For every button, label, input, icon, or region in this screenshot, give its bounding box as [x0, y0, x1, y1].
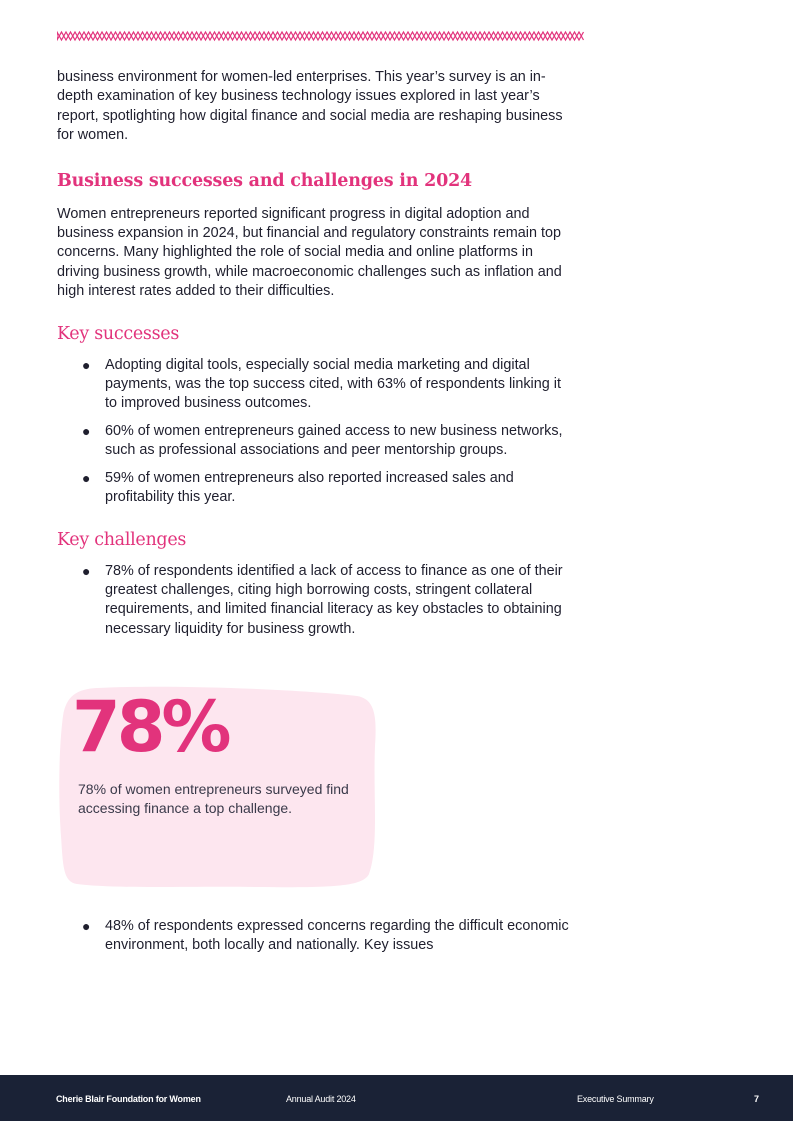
footer-org: Cherie Blair Foundation for Women [56, 1094, 201, 1104]
stat-caption: 78% of women entrepreneurs surveyed find accessing finance a top challenge. [78, 781, 349, 816]
list-item: ● 60% of women entrepreneurs gained access to new business networks, such as professional associations and peer mentorship groups. [82, 422, 563, 459]
stat-value: 78% [72, 686, 228, 768]
section-heading: Business successes and challenges in 2024 [57, 170, 473, 191]
main-content [57, 68, 572, 647]
challenges-list [57, 562, 572, 640]
page-footer [0, 1075, 793, 1121]
intro-paragraph: business environment for women-led enterprises. This year’s survey is an in-depth examination of key business technology issues explored in last year’s report, spotlighting how digital finance and social media are reshaping business for women. [57, 69, 563, 144]
bullet-icon: ● [82, 422, 91, 439]
list-item: ● Adopting digital tools, especially social media marketing and digital payments, was the top success cited, with 63% of respondents linking it to improved business outcomes. [82, 356, 561, 412]
decorative-zigzag-divider [57, 30, 587, 42]
footer-section: Executive Summary [577, 1094, 654, 1104]
bullet-icon: ● [82, 918, 91, 934]
list-item: ● 48% of respondents expressed concerns regarding the difficult economic environment, both locally and nationally. Key issues [82, 918, 569, 954]
challenges-list-continued [57, 917, 572, 964]
successes-heading: Key successes [57, 323, 180, 344]
section-paragraph: Women entrepreneurs reported significant progress in digital adoption and business expansion in 2024, but financial and regulatory constraints remain top concerns. Many highlighted the role of social media and online platforms in driving business growth, while macroeconomic challenges such as inflation and high interest rates added to their difficulties. [57, 205, 562, 300]
footer-report: Annual Audit 2024 [286, 1094, 356, 1104]
bullet-icon: ● [82, 562, 91, 579]
bullet-icon: ● [82, 356, 91, 373]
challenges-heading: Key challenges [57, 529, 187, 550]
bullet-icon: ● [82, 469, 91, 486]
list-item: ● 78% of respondents identified a lack of access to finance as one of their greatest challenges, citing high borrowing costs, stringent collateral requirements, and limited financial literacy as key obstacles to obtaining necessary liquidity for business growth. [82, 562, 563, 637]
successes-list [57, 356, 572, 508]
stat-callout-card [57, 686, 377, 888]
list-item: ● 59% of women entrepreneurs also reported increased sales and profitability this year. [82, 469, 514, 506]
footer-page-number: 7 [754, 1094, 759, 1104]
